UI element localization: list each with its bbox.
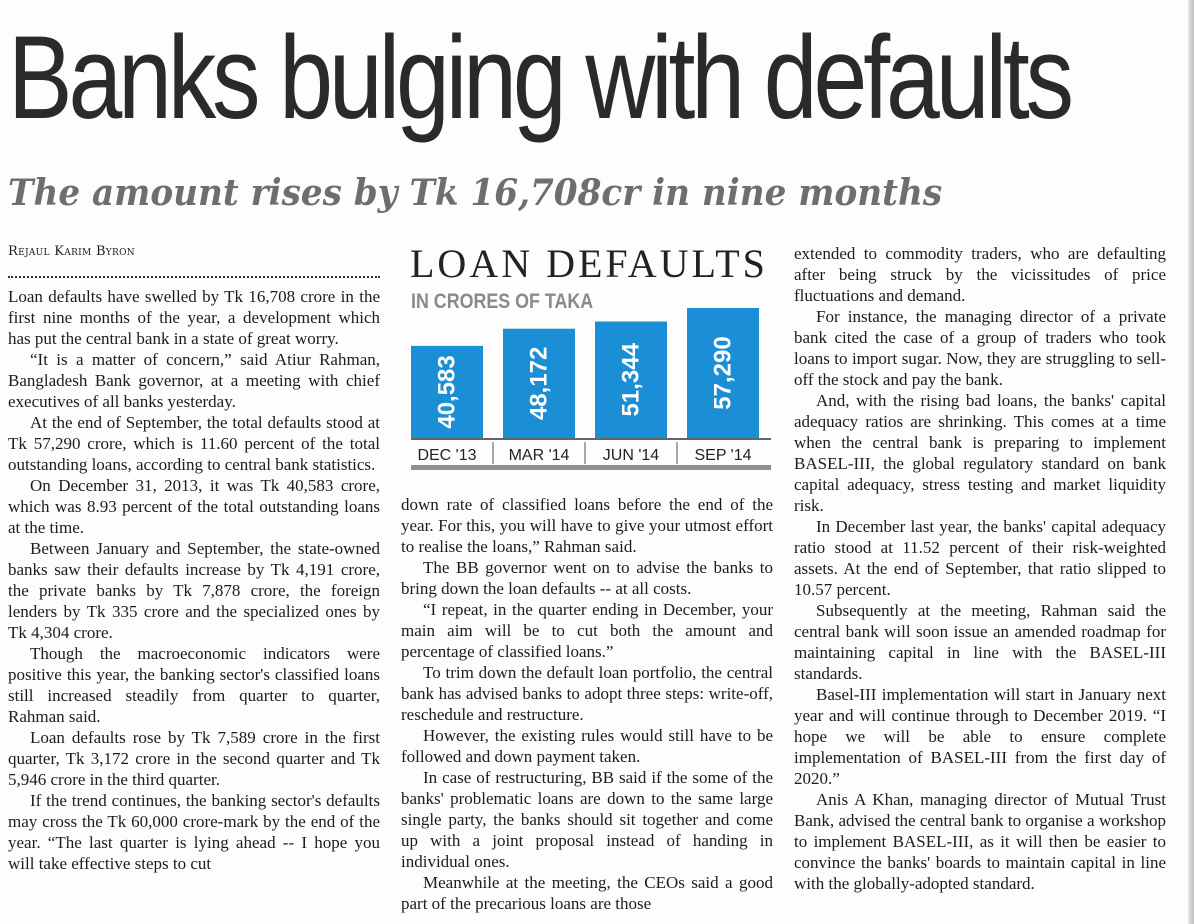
byline: Rejaul Karim Byron <box>8 244 135 259</box>
paragraph: “I repeat, in the quarter ending in December, your main aim will be to cut both the amount and percentage of classified loans.” <box>401 600 773 661</box>
paragraph: extended to commodity traders, who are defaulting after being struck by the vicissitudes of price fluctuations and demand. <box>794 244 1166 305</box>
article-column-1 <box>8 286 380 874</box>
bar-value-label: 51,344 <box>617 343 645 417</box>
loan-defaults-chart <box>401 238 773 478</box>
category-label: JUN '14 <box>602 447 660 464</box>
paragraph: Though the macroeconomic indicators were positive this year, the banking sector's classified loans still increased steadily from quarter to quarter, Rahman said. <box>8 644 380 726</box>
paragraph: If the trend continues, the banking sector's defaults may cross the Tk 60,000 crore-mark by the end of the year. “The last quarter is lying ahead -- I hope you will take effective steps to cut <box>8 791 380 873</box>
byline-divider <box>8 276 380 278</box>
paragraph: “It is a matter of concern,” said Atiur Rahman, Bangladesh Bank governor, at a meeting with chief executives of all banks yesterday. <box>8 350 380 411</box>
paragraph: The BB governor went on to advise the banks to bring down the loan defaults -- at all costs. <box>401 558 773 598</box>
article-column-3 <box>794 243 1166 894</box>
article-column-2 <box>401 494 773 914</box>
chart-title: LOAN DEFAULTS <box>410 241 768 286</box>
paragraph: Subsequently at the meeting, Rahman said the central bank will soon issue an amended roadmap for maintaining capital in line with the BASEL-III standards. <box>794 601 1166 683</box>
paragraph: To trim down the default loan portfolio, the central bank has advised banks to adopt three steps: write-off, reschedule and restructure. <box>401 663 773 724</box>
paragraph: In case of restructuring, BB said if the some of the banks' problematic loans are down to the same large single party, the banks should sit together and come up with a joint proposal instead of handing in individual ones. <box>401 768 773 871</box>
subheadline: The amount rises by Tk 16,708cr in nine months <box>8 172 943 214</box>
paragraph: On December 31, 2013, it was Tk 40,583 crore, which was 8.93 percent of the total outstanding loans at the time. <box>8 476 380 537</box>
page-edge-shadow <box>1188 0 1194 924</box>
paragraph: However, the existing rules would still have to be followed and down payment taken. <box>401 726 773 766</box>
paragraph: Meanwhile at the meeting, the CEOs said a good part of the precarious loans are those <box>401 873 773 913</box>
paragraph: Loan defaults rose by Tk 7,589 crore in the first quarter, Tk 3,172 crore in the second quarter and Tk 5,946 crore in the third quarter. <box>8 728 380 789</box>
paragraph: Loan defaults have swelled by Tk 16,708 crore in the first nine months of the year, a development which has put the central bank in a state of great worry. <box>8 287 380 348</box>
paragraph: In December last year, the banks' capital adequacy ratio stood at 11.52 percent of their risk-weighted assets. At the end of September, that ratio slipped to 10.57 percent. <box>794 517 1166 599</box>
paragraph: And, with the rising bad loans, the banks' capital adequacy ratios are shrinking. This comes at a time when the central bank is preparing to implement BASEL-III, the global regulatory standard on bank capital adequacy, stress testing and market liquidity risk. <box>794 391 1166 515</box>
paragraph: At the end of September, the total defaults stood at Tk 57,290 crore, which is 11.60 percent of the total outstanding loans, according to central bank statistics. <box>8 413 380 474</box>
chart-subtitle: IN CRORES OF TAKA <box>411 290 594 313</box>
paragraph: For instance, the managing director of a private bank cited the case of a group of traders who took loans to import sugar. Now, they are struggling to sell-off the stock and pay the bank. <box>794 307 1166 389</box>
category-label: SEP '14 <box>694 447 752 464</box>
paragraph: Basel-III implementation will start in January next year and will continue through to December 2019. “I hope we will be able to ensure complete implementation of BASEL-III from the first day of 2020.” <box>794 685 1166 788</box>
paragraph: Between January and September, the state-owned banks saw their defaults increase by Tk 4,191 crore, the private banks by Tk 7,878 crore, the foreign lenders by Tk 335 crore and the specialized ones by Tk 4,304 crore. <box>8 539 380 642</box>
chart-plot <box>401 238 773 478</box>
paragraph: down rate of classified loans before the end of the year. For this, you will have to give your utmost effort to realise the loans,” Rahman said. <box>401 495 773 556</box>
bar-value-label: 57,290 <box>709 336 737 410</box>
paragraph: Anis A Khan, managing director of Mutual Trust Bank, advised the central bank to organise a workshop to implement BASEL-III, as it will then be easier to convince the banks' boards to maintain capital in line with the globally-adopted standard. <box>794 790 1166 893</box>
category-label: DEC '13 <box>417 447 477 464</box>
chart-footer-rule <box>411 465 771 470</box>
category-label: MAR '14 <box>508 447 570 464</box>
headline: Banks bulging with defaults <box>8 12 1070 144</box>
bar-value-label: 40,583 <box>433 355 461 429</box>
bar-value-label: 48,172 <box>525 346 553 421</box>
